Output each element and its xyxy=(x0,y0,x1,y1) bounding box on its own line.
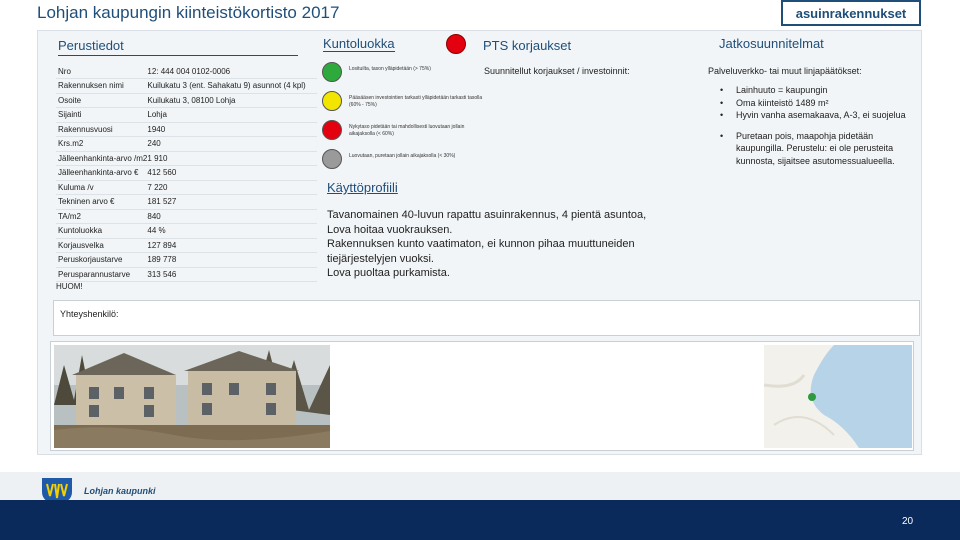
green-dot-icon xyxy=(322,62,342,82)
table-row xyxy=(56,122,317,137)
table-row xyxy=(56,93,317,108)
usage-line: tiejärjestelyjen vuoksi. xyxy=(327,252,434,265)
table-row xyxy=(56,64,317,79)
table-row xyxy=(56,108,317,123)
table-cell-value: 1940 xyxy=(147,122,317,137)
grey-dot-icon xyxy=(322,149,342,169)
jatko-bullet-list xyxy=(718,84,908,167)
section-jatkosuunnitelmat: Jatkosuunnitelmat xyxy=(719,36,824,51)
list-item: • Hyvin vanha asemakaava, A-3, ei suojelua xyxy=(718,109,908,122)
condition-status-indicator xyxy=(446,34,466,54)
section-pts: PTS korjaukset xyxy=(483,38,572,53)
list-item: • Oma kiinteistö 1489 m² xyxy=(718,97,908,110)
table-cell-key: Peruskorjaustarve xyxy=(56,253,147,268)
table-cell-value: 412 560 xyxy=(147,166,317,181)
basic-info-table xyxy=(56,64,317,282)
usage-profile-text xyxy=(327,208,697,281)
legend-row-red xyxy=(322,120,482,149)
table-cell-value: 181 527 xyxy=(147,195,317,210)
table-row xyxy=(56,238,317,253)
section-kuntoluokka: Kuntoluokka xyxy=(323,36,395,51)
pts-description: Suunnitellut korjaukset / investoinnit: xyxy=(484,66,630,76)
table-row xyxy=(56,267,317,282)
location-map xyxy=(764,345,912,448)
usage-line: Tavanomainen 40-luvun rapattu asuinrakennus, 4 pientä asuntoa, xyxy=(327,209,647,221)
table-cell-key: Tekninen arvo € xyxy=(56,195,147,210)
logo-text: Lohjan kaupunki xyxy=(84,486,156,496)
table-cell-key: Perusparannustarve xyxy=(56,267,147,282)
table-cell-key: Osoite xyxy=(56,93,147,108)
table-cell-value: 127 894 xyxy=(147,238,317,253)
jatko-description: Palveluverkko- tai muut linjapäätökset: xyxy=(708,66,862,76)
page-number: 20 xyxy=(902,516,914,527)
red-dot-icon xyxy=(322,120,342,140)
table-cell-value: 240 xyxy=(147,137,317,152)
page-title: Lohjan kaupungin kiinteistökortisto 2017 xyxy=(37,3,340,22)
legend-text: Pääsääsen investointien tarkasti ylläpidetään tarkasti tasolla (60% - 75%) xyxy=(349,95,483,108)
table-cell-key: Jälleenhankinta-arvo € xyxy=(56,166,147,181)
legend-text: Losituilta, tason ylläpidetään (> 75%) xyxy=(349,66,431,72)
table-cell-value: Lohja xyxy=(147,108,317,123)
table-row xyxy=(56,137,317,152)
contact-label: Yhteyshenkilö: xyxy=(60,309,119,319)
table-row xyxy=(56,209,317,224)
table-cell-key: Kuntoluokka xyxy=(56,224,147,239)
category-badge: asuinrakennukset xyxy=(781,0,921,26)
table-cell-key: Rakennuksen nimi xyxy=(56,79,147,94)
table-cell-value: 12: 444 004 0102-0006 xyxy=(147,64,317,79)
table-cell-value: 1 910 xyxy=(147,151,317,166)
legend-row-green xyxy=(322,62,482,91)
table-cell-key: TA/m2 xyxy=(56,209,147,224)
table-cell-key: Korjausvelka xyxy=(56,238,147,253)
table-row xyxy=(56,151,317,166)
legend-text: Nykytaso pidetään tai mahdollisesti luovutaan jollain aikajaksolla (< 60%) xyxy=(349,124,465,137)
building-photo xyxy=(54,345,330,448)
table-cell-value: 44 % xyxy=(147,224,317,239)
yellow-dot-icon xyxy=(322,91,342,111)
legend-row-grey xyxy=(322,149,482,178)
legend-text: Luovutaan, puretaan jollain aikajaksolla (< 30%) xyxy=(349,153,456,159)
table-cell-key: Rakennusvuosi xyxy=(56,122,147,137)
table-row xyxy=(56,180,317,195)
footer-bar xyxy=(0,500,960,540)
section-kayttoprofiili: Käyttöprofiili xyxy=(327,180,398,195)
table-cell-key: Krs.m2 xyxy=(56,137,147,152)
table-cell-key: Sijainti xyxy=(56,108,147,123)
table-cell-key: Nro xyxy=(56,64,147,79)
table-cell-key: Kuluma /v xyxy=(56,180,147,195)
contact-box xyxy=(53,300,920,336)
table-cell-value: 7 220 xyxy=(147,180,317,195)
usage-line: Lova puoltaa purkamista. xyxy=(327,267,450,279)
table-cell-value: Kuilukatu 3, 08100 Lohja xyxy=(147,93,317,108)
table-row xyxy=(56,253,317,268)
list-item: • Puretaan pois, maapohja pidetään kaupungilla. Perustelu: ei ole perusteita kunnosta, sijaitsee asutomessualueella. xyxy=(718,130,908,168)
table-cell-value: 189 778 xyxy=(147,253,317,268)
table-row xyxy=(56,224,317,239)
table-cell-key: Jälleenhankinta-arvo /m2 xyxy=(56,151,147,166)
table-cell-value: 313 546 xyxy=(147,267,317,282)
section-perustiedot: Perustiedot xyxy=(58,38,298,56)
table-row xyxy=(56,79,317,94)
list-item: • Lainhuuto = kaupungin xyxy=(718,84,908,97)
condition-legend xyxy=(322,62,482,178)
usage-line: Rakennuksen kunto vaatimaton, ei kunnon pihaa muuttuneiden xyxy=(327,238,635,250)
table-cell-value: 840 xyxy=(147,209,317,224)
usage-line: Lova hoitaa vuokrauksen. xyxy=(327,223,453,236)
huom-note: HUOM! xyxy=(56,282,83,291)
table-cell-value: Kuilukatu 3 (ent. Sahakatu 9) asunnot (4 kpl) xyxy=(147,79,317,94)
table-row xyxy=(56,195,317,210)
legend-row-yellow xyxy=(322,91,482,120)
table-row xyxy=(56,166,317,181)
